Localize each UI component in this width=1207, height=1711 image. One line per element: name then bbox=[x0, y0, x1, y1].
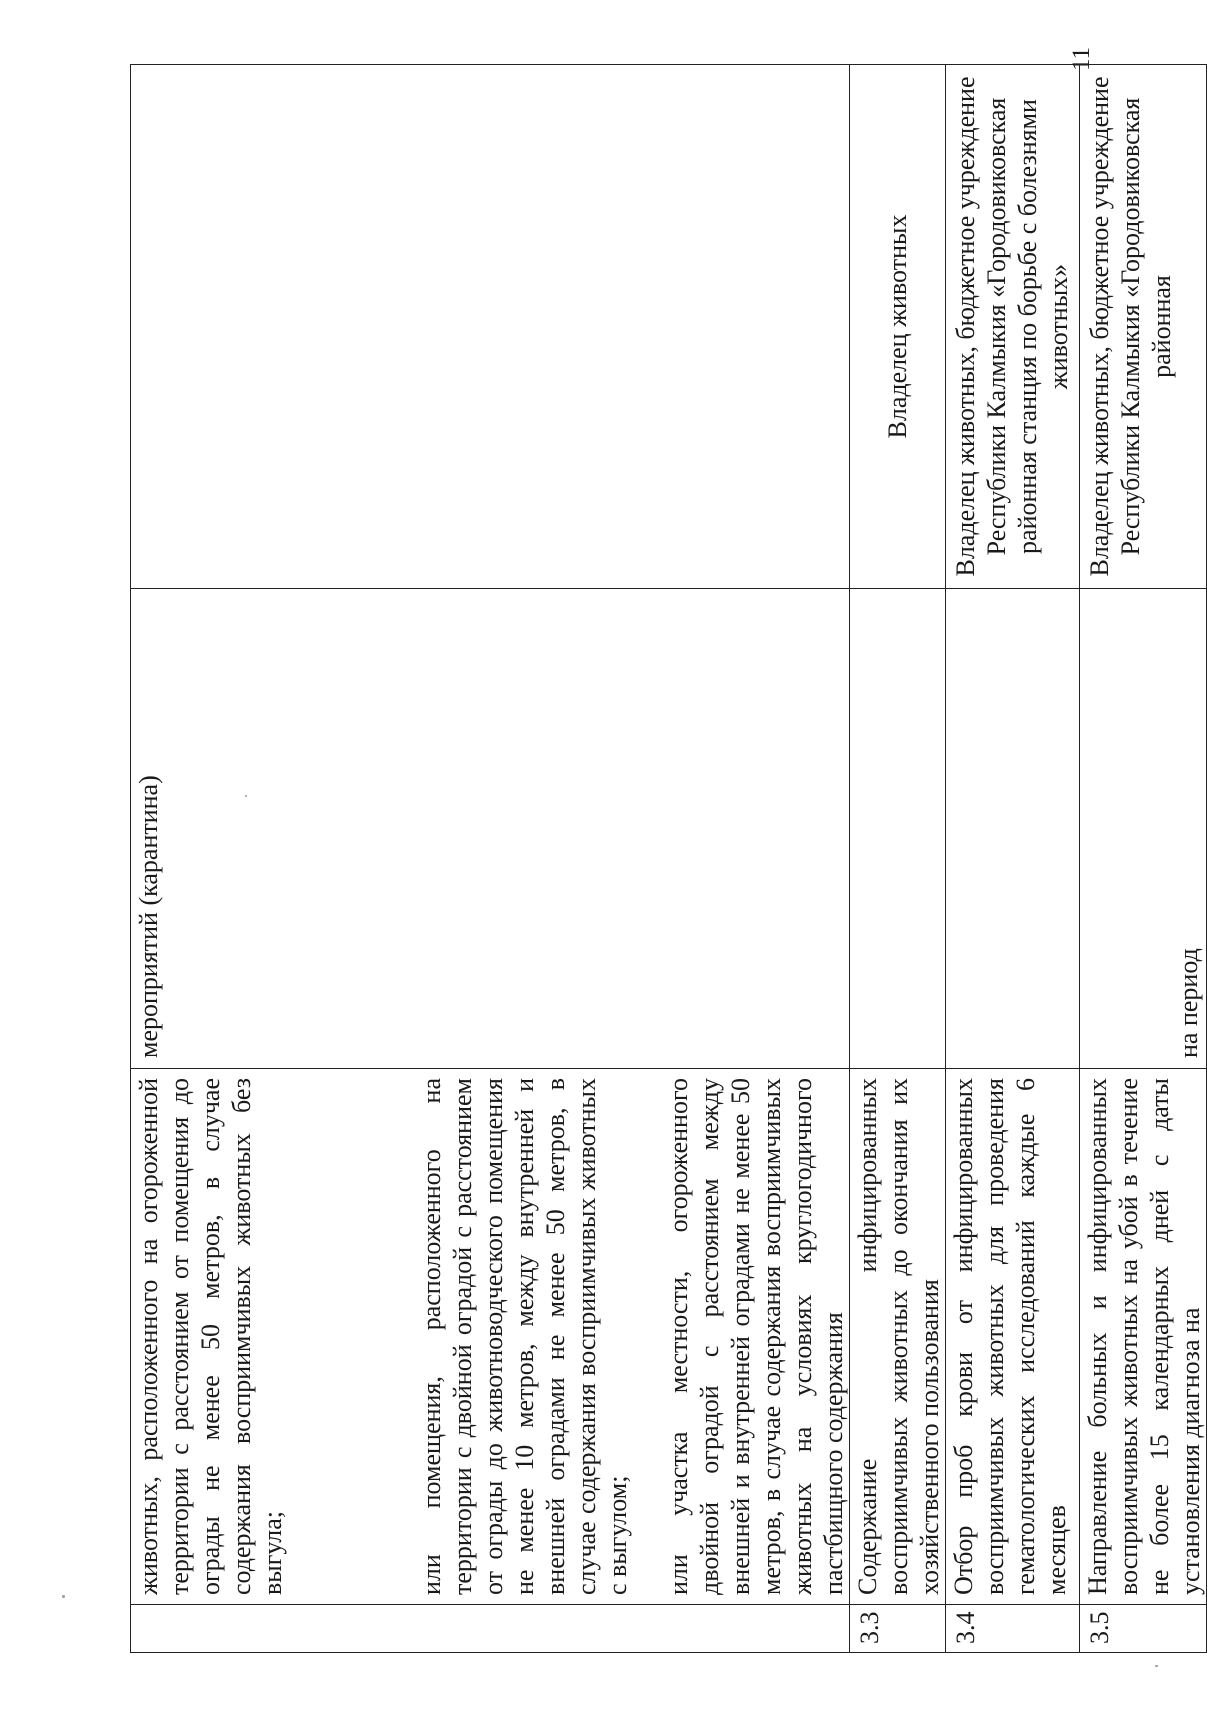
measure-cell bbox=[1080, 1069, 1207, 1605]
responsible-cell: Владелец животных, бюджетное учреждение Республики Калмыкия «Городовиковская районная bbox=[1080, 65, 1207, 589]
measure-paragraph: животных, расположенного на огороженной территории с расстоянием от помещения до ограды не менее 50 метров, в случае содержания восприимчивых животных без выгула; bbox=[134, 1078, 287, 1595]
term-cell: на период bbox=[1080, 589, 1207, 1069]
term-cell bbox=[850, 589, 946, 1069]
measure-text: Направление больных и инфицированных восприимчивых животных на убой в течение не более 15 календарных дней с даты установления диагноза на bbox=[1083, 1078, 1205, 1595]
measure-paragraph: или помещения, расположенного на территории с двойной оградой с расстоянием от ограды до животноводческого помещения не менее 10 метров, между внутренней и внешней оградами не менее 50 метров, в случае содержания восприимчивых животных с выгулом; bbox=[417, 1078, 632, 1595]
responsible-cell: Владелец животных bbox=[850, 65, 946, 589]
term-cell: мероприятий (карантина) bbox=[131, 589, 850, 1069]
responsible-cell bbox=[131, 65, 850, 589]
row-number: 3.4 bbox=[946, 1605, 1080, 1653]
measure-text: Отбор проб крови от инфицированных восприимчивых животных для проведения гематологических исследований каждые 6 месяцев bbox=[949, 1078, 1071, 1595]
measure-cell bbox=[850, 1069, 946, 1605]
measure-cell bbox=[131, 1069, 850, 1605]
term-cell bbox=[946, 589, 1080, 1069]
row-number: 3.3 bbox=[850, 1605, 946, 1653]
table-row bbox=[850, 65, 946, 1653]
measure-cell bbox=[946, 1069, 1080, 1605]
page-number: 11 bbox=[1068, 46, 1095, 72]
measure-text: Содержание инфицированных восприимчивых животных до окончания их хозяйственного пользования bbox=[853, 1078, 944, 1595]
row-number: 3.5 bbox=[1080, 1605, 1207, 1653]
measures-table bbox=[130, 64, 1207, 1653]
responsible-cell: Владелец животных, бюджетное учреждение Республики Калмыкия «Городовиковская районная станция по борьбе с болезнями животных» bbox=[946, 65, 1080, 589]
table-row bbox=[946, 65, 1080, 1653]
table-row-continuation bbox=[131, 65, 850, 1653]
table-row bbox=[1080, 65, 1207, 1653]
measure-paragraph: или участка местности, огороженного двойной оградой с расстоянием между внешней и внутренней оградами не менее 50 метров, в случае содержания восприимчивых животных на условиях круглогодичного пастбищного содержания bbox=[664, 1078, 848, 1595]
row-number-cell bbox=[131, 1605, 850, 1653]
